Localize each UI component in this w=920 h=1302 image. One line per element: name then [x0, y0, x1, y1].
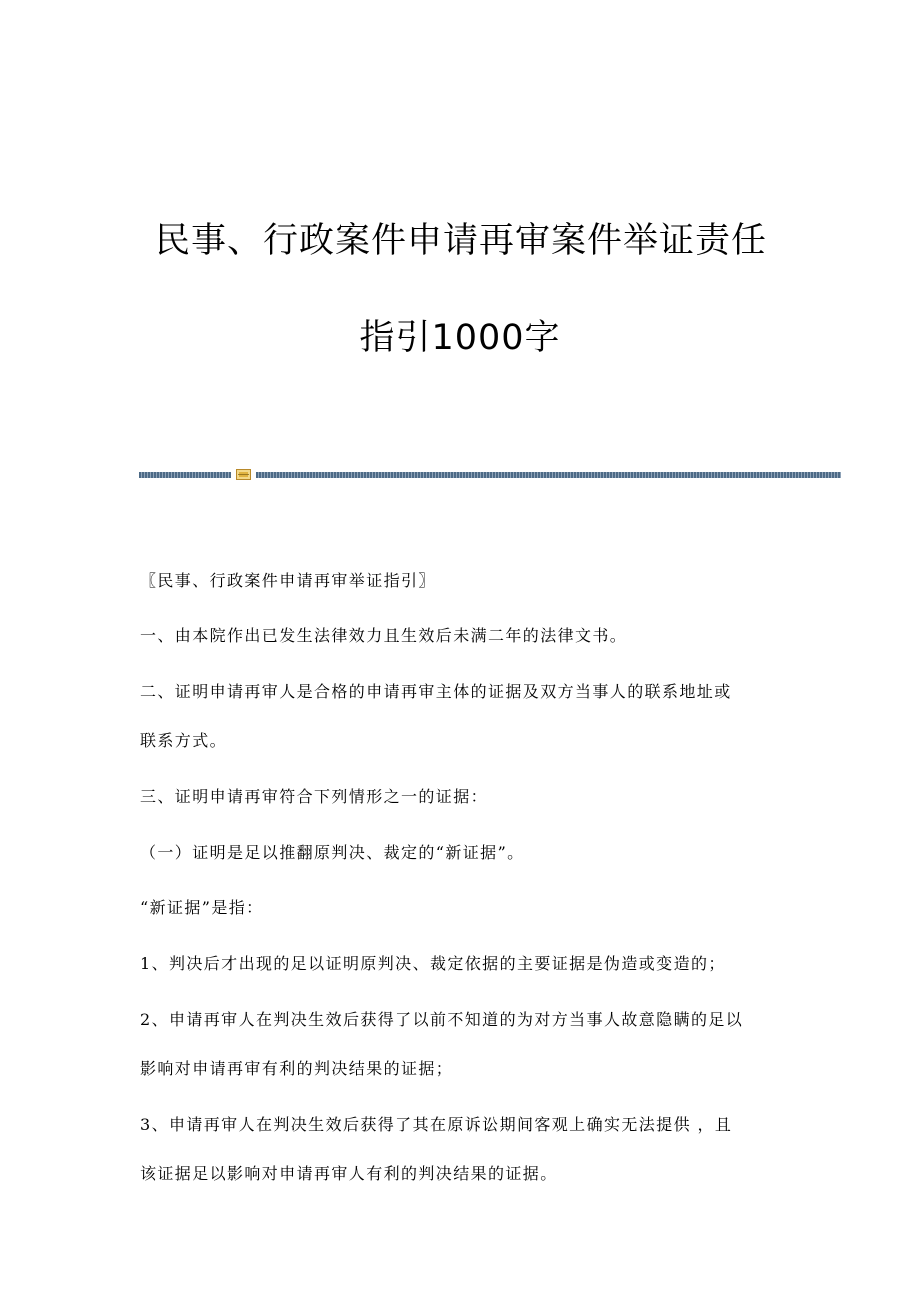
paragraph: 1、判决后才出现的足以证明原判决、裁定依据的主要证据是伪造或变造的； [140, 954, 726, 973]
document-title-line-1: 民事、行政案件申请再审案件举证责任 [154, 221, 767, 261]
paragraph: 2、申请再审人在判决生效后获得了以前不知道的为对方当事人故意隐瞒的足以 [140, 1010, 744, 1029]
document-title-line-2: 指引1000字 [359, 318, 561, 358]
paragraph: 该证据足以影响对申请再审人有利的判决结果的证据。 [140, 1164, 558, 1183]
paragraph: 三、证明申请再审符合下列情形之一的证据： [140, 787, 489, 806]
paragraph: 3、申请再审人在判决生效后获得了其在原诉讼期间客观上确实无法提供 ，且 [140, 1115, 733, 1134]
divider-bar-left [139, 472, 231, 478]
paragraph: 联系方式。 [140, 731, 228, 750]
paragraph: 一、由本院作出已发生法律效力且生效后未满二年的法律文书。 [140, 626, 628, 645]
paragraph: （一）证明是足以推翻原判决、裁定的“新证据”。 [140, 843, 525, 862]
paragraph: 〖民事、行政案件申请再审举证指引〗 [140, 571, 436, 590]
paragraph: “新证据”是指： [140, 898, 264, 917]
paragraph: 影响对申请再审有利的判决结果的证据； [140, 1059, 454, 1078]
title-divider [139, 469, 841, 481]
divider-ornament-icon [236, 469, 251, 480]
paragraph: 二、证明申请再审人是合格的申请再审主体的证据及双方当事人的联系地址或 [140, 682, 732, 701]
divider-bar-right [256, 472, 841, 478]
